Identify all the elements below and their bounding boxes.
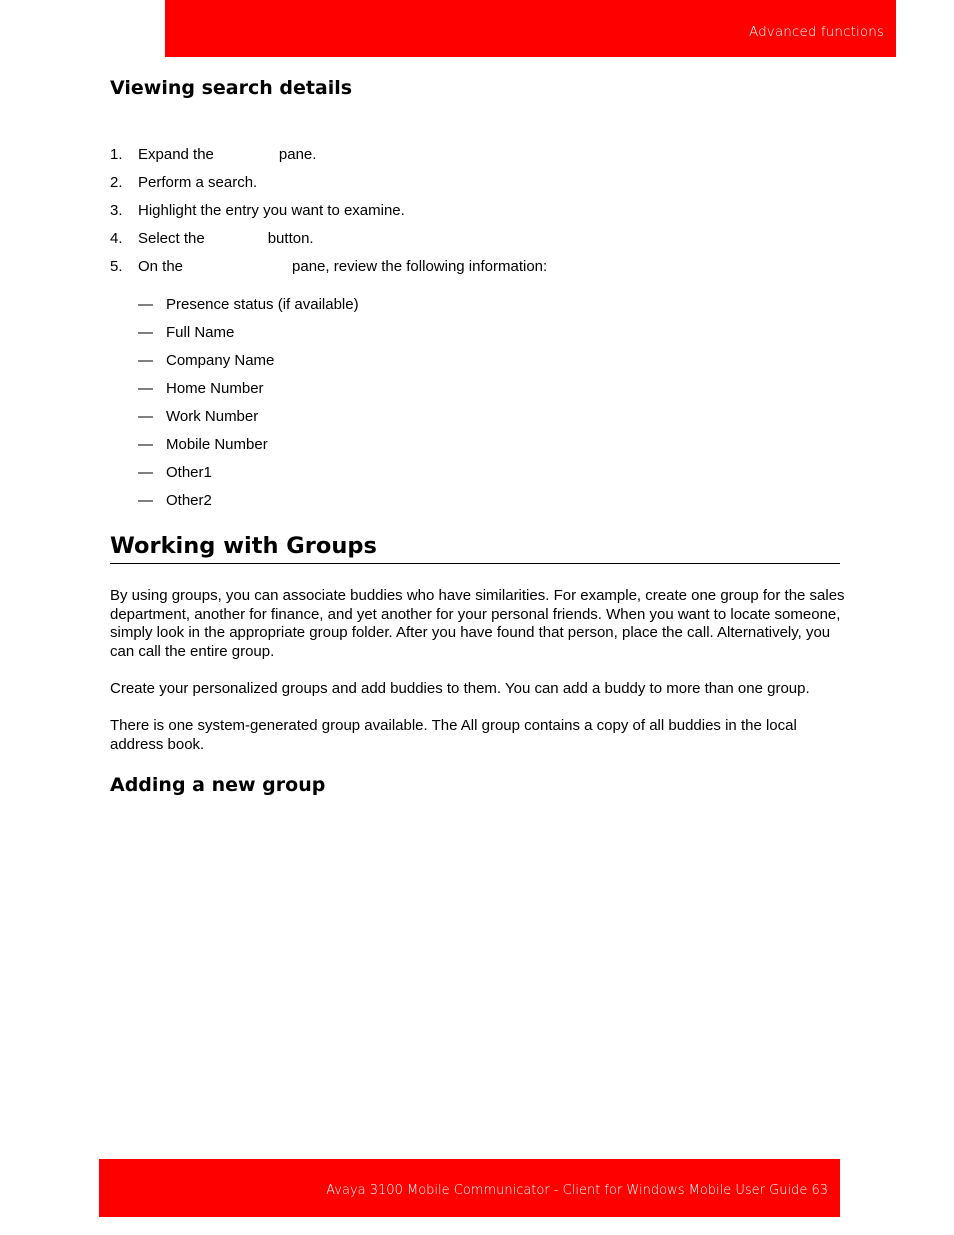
step-number: 3. xyxy=(110,202,123,219)
list-item xyxy=(138,407,359,435)
step-text: Select the xyxy=(138,230,205,247)
dash-bullet: — xyxy=(138,352,153,369)
running-header: Advanced functions xyxy=(749,24,884,40)
detail-text: Full Name xyxy=(166,324,235,341)
details-list xyxy=(138,295,359,519)
list-item xyxy=(138,435,359,463)
step-text: Expand the xyxy=(138,146,214,163)
list-item xyxy=(138,351,359,379)
list-item xyxy=(138,323,359,351)
step-item xyxy=(110,173,547,201)
dash-bullet: — xyxy=(138,464,153,481)
heading-working-with-groups: Working with Groups xyxy=(110,533,840,564)
header-band xyxy=(165,0,896,57)
dash-bullet: — xyxy=(138,296,153,313)
step-text-after: pane, review the following information: xyxy=(292,258,548,275)
step-number: 5. xyxy=(110,258,123,275)
dash-bullet: — xyxy=(138,492,153,509)
detail-text: Work Number xyxy=(166,408,259,425)
step-item xyxy=(110,257,547,285)
detail-text: Presence status (if available) xyxy=(166,296,359,313)
step-text: Perform a search. xyxy=(138,174,258,191)
dash-bullet: — xyxy=(138,324,153,341)
step-text-after: button. xyxy=(267,230,314,247)
detail-text: Other1 xyxy=(166,464,212,481)
step-number: 2. xyxy=(110,174,123,191)
detail-text: Other2 xyxy=(166,492,212,509)
step-text-after: pane. xyxy=(278,146,317,163)
footer-band xyxy=(99,1159,840,1217)
groups-paragraph-1: By using groups, you can associate buddies who have similarities. For example, create one group for the sales department, another for finance, and yet another for your personal friends. When you want to locate someone, simply look in the appropriate group folder. After you have found that person, place the call. Alternatively, you can call the entire group. xyxy=(110,587,845,661)
detail-text: Mobile Number xyxy=(166,436,268,453)
step-item xyxy=(110,201,547,229)
list-item xyxy=(138,491,359,519)
heading-adding-new-group: Adding a new group xyxy=(110,774,326,796)
step-item xyxy=(110,145,547,173)
step-number: 1. xyxy=(110,146,123,163)
step-text: On the xyxy=(138,258,184,275)
dash-bullet: — xyxy=(138,436,153,453)
step-number: 4. xyxy=(110,230,123,247)
dash-bullet: — xyxy=(138,380,153,397)
running-footer: Avaya 3100 Mobile Communicator - Client for Windows Mobile User Guide 63 xyxy=(326,1183,828,1198)
groups-paragraph-2: Create your personalized groups and add buddies to them. You can add a buddy to more than one group. xyxy=(110,680,810,697)
steps-list xyxy=(110,145,547,285)
step-item xyxy=(110,229,547,257)
step-text: Highlight the entry you want to examine. xyxy=(138,202,405,219)
detail-text: Company Name xyxy=(166,352,275,369)
list-item xyxy=(138,463,359,491)
detail-text: Home Number xyxy=(166,380,264,397)
list-item xyxy=(138,295,359,323)
list-item xyxy=(138,379,359,407)
groups-paragraph-3: There is one system-generated group available. The All group contains a copy of all buddies in the local address book. xyxy=(110,717,797,753)
dash-bullet: — xyxy=(138,408,153,425)
heading-viewing-search-details: Viewing search details xyxy=(110,77,353,99)
